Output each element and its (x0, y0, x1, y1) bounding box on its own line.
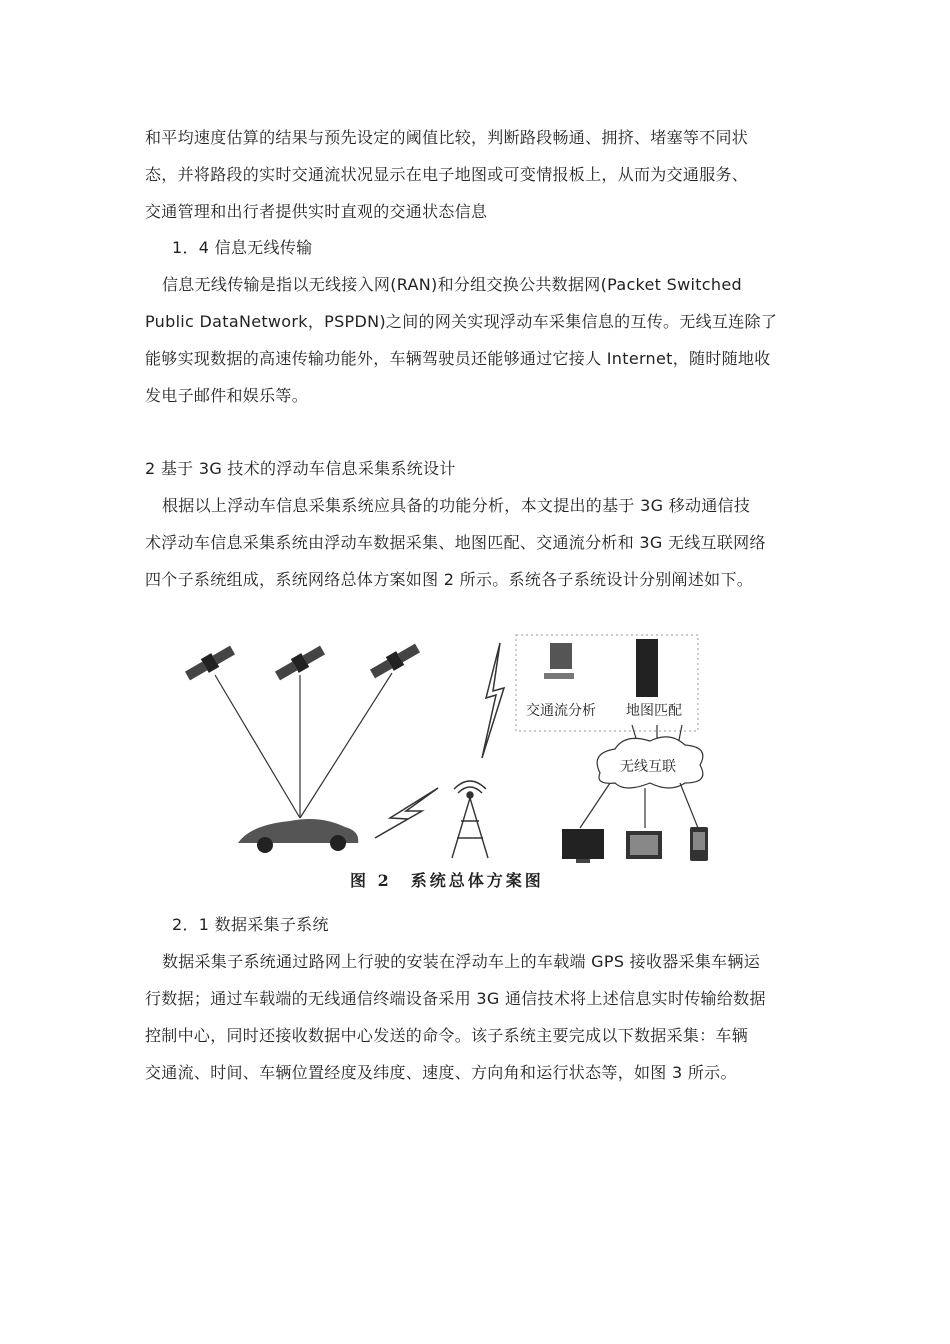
lightning-icon (375, 788, 438, 838)
figure-caption: 图 2 系统总体方案图 (350, 871, 544, 890)
satellite-icon (368, 641, 421, 681)
section-heading: 2．1 数据采集子系统 (172, 915, 329, 934)
tablet-icon (626, 831, 662, 859)
section-heading: 1．4 信息无线传输 (172, 238, 313, 257)
paragraph-line: 信息无线传输是指以无线接入网(RAN)和分组交换公共数据网(Packet Switched (162, 275, 742, 294)
phone-icon (690, 827, 708, 861)
paragraph-line: 控制中心，同时还接收数据中心发送的命令。该子系统主要完成以下数据采集：车辆 (145, 1026, 749, 1045)
label-wireless-internet: 无线互联 (620, 759, 676, 775)
paragraph-line: 能够实现数据的高速传输功能外，车辆驾驶员还能够通过它接人 Internet，随时随地收 (145, 349, 771, 368)
server-icon (636, 639, 658, 697)
label-traffic-analysis: 交通流分析 (526, 703, 596, 719)
paragraph-line: 交通流、时间、车辆位置经度及纬度、速度、方向角和运行状态等，如图 3 所示。 (145, 1063, 737, 1082)
paragraph-line: 根据以上浮动车信息采集系统应具备的功能分析，本文提出的基于 3G 移动通信技 (162, 496, 751, 515)
cell-tower-icon (452, 781, 488, 858)
satellite-icon (183, 643, 236, 683)
paragraph-line: 术浮动车信息采集系统由浮动车数据采集、地图匹配、交通流分析和 3G 无线互联网络 (145, 533, 766, 552)
car-icon (238, 819, 358, 853)
paragraph-line: 四个子系统组成，系统网络总体方案如图 2 所示。系统各子系统设计分别阐述如下。 (145, 570, 754, 589)
paragraph-line: Public DataNetwork，PSPDN)之间的网关实现浮动车采集信息的互传。无线互连除了 (145, 312, 778, 331)
monitor-icon (562, 829, 604, 863)
paragraph-line: 态，并将路段的实时交通流状况显示在电子地图或可变情报板上，从而为交通服务、 (145, 165, 749, 184)
computer-icon (544, 643, 574, 679)
paragraph-line: 交通管理和出行者提供实时直观的交通状态信息 (145, 202, 488, 221)
paragraph-line: 行数据；通过车载端的无线通信终端设备采用 3G 通信技术将上述信息实时传输给数据 (145, 989, 766, 1008)
section-heading: 2 基于 3G 技术的浮动车信息采集系统设计 (145, 459, 456, 478)
paragraph-line: 发电子邮件和娱乐等。 (145, 386, 309, 405)
paragraph-line: 数据采集子系统通过路网上行驶的安装在浮动车上的车载端 GPS 接收器采集车辆运 (162, 952, 761, 971)
system-diagram (170, 612, 730, 894)
lightning-icon (482, 643, 504, 758)
label-map-matching: 地图匹配 (626, 703, 682, 719)
paragraph-line: 和平均速度估算的结果与预先设定的阈值比较，判断路段畅通、拥挤、堵塞等不同状 (145, 128, 749, 147)
